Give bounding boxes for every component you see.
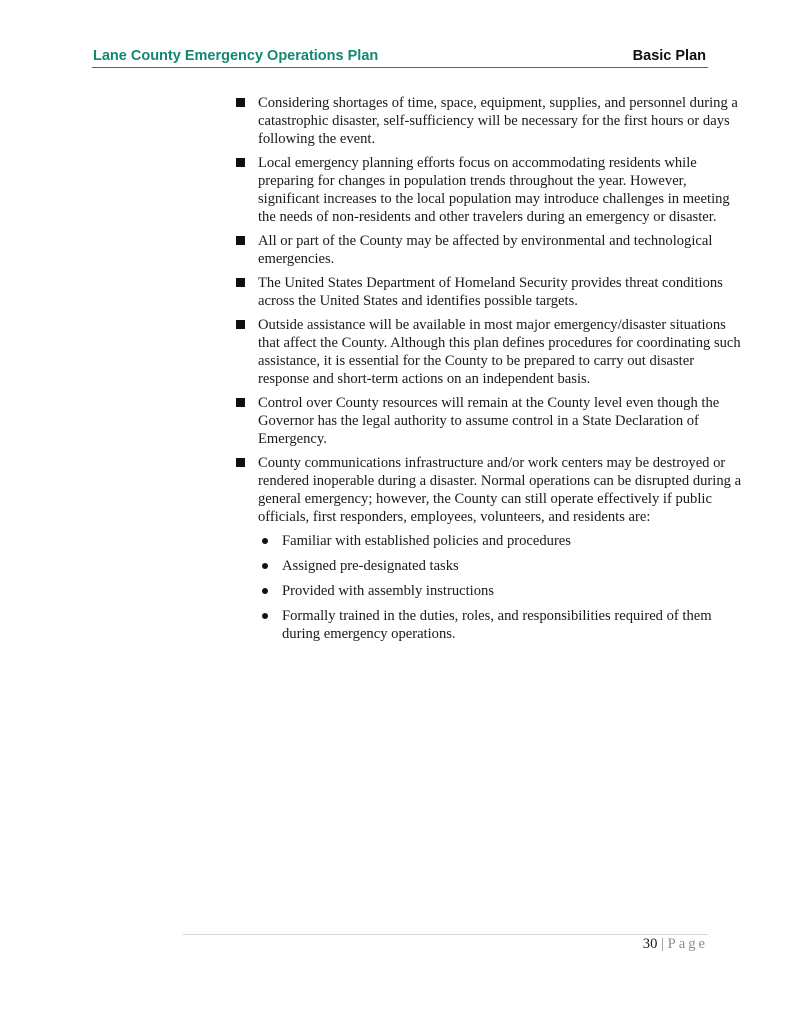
square-bullet-icon — [236, 278, 245, 287]
list-item — [235, 454, 745, 643]
list-item — [235, 232, 745, 268]
sub-list — [258, 532, 745, 643]
square-bullet-icon — [236, 98, 245, 107]
sub-list-item — [258, 607, 745, 643]
list-item — [235, 94, 745, 148]
round-bullet-icon — [262, 563, 268, 569]
list-item — [235, 316, 745, 388]
list-item-text: Outside assistance will be available in most major emergency/disaster situations that affect the County. Although this plan defines procedures for coordinating such assistance, it is essential for the County to be prepared to carry out disaster response and short-term actions on an independent basis. — [258, 317, 741, 387]
sub-list-item-text: Provided with assembly instructions — [282, 583, 495, 599]
sub-list-item — [258, 532, 745, 550]
list-item-text: Control over County resources will remain at the County level even though the Governor has the legal authority to assume control in a State Declaration of Emergency. — [258, 395, 720, 447]
list-item-text: Considering shortages of time, space, equipment, supplies, and personnel during a catastrophic disaster, self-sufficiency will be necessary for the first hours or days following the event. — [258, 95, 738, 147]
document-body — [235, 94, 745, 650]
list-item-text: Local emergency planning efforts focus on accommodating residents while preparing for changes in population trends throughout the year. However, significant increases to the local population may introduce challenges in meeting the needs of non-residents and other travelers during an emergency or disaster. — [258, 155, 730, 225]
square-bullet-icon — [236, 398, 245, 407]
list-item-text: The United States Department of Homeland Security provides threat conditions across the United States and identifies possible targets. — [258, 275, 723, 309]
list-item — [235, 274, 745, 310]
document-title: Lane County Emergency Operations Plan — [93, 48, 379, 64]
square-bullet-icon — [236, 158, 245, 167]
sub-list-item-text: Familiar with established policies and procedures — [282, 533, 571, 549]
page-separator: | — [661, 936, 664, 952]
sub-list-item — [258, 582, 745, 600]
list-item — [235, 394, 745, 448]
sub-list-item-text: Formally trained in the duties, roles, and responsibilities required of them during emergency operations. — [282, 608, 712, 642]
square-bullet-icon — [236, 320, 245, 329]
square-bullet-icon — [236, 458, 245, 467]
page-footer — [643, 936, 708, 953]
list-item-text: County communications infrastructure and/or work centers may be destroyed or rendered inoperable during a disaster. Normal operations can be disrupted during a general emergency; however, the County can still operate effectively if public officials, first responders, employees, volunteers, and residents are: — [258, 455, 742, 525]
sub-list-item — [258, 557, 745, 575]
square-bullet-icon — [236, 236, 245, 245]
assumptions-list — [235, 94, 745, 643]
section-title: Basic Plan — [632, 48, 706, 64]
round-bullet-icon — [262, 613, 268, 619]
footer-divider — [183, 934, 708, 935]
list-item-text: All or part of the County may be affected by environmental and technological emergencies. — [258, 233, 713, 267]
page-number: 30 — [642, 936, 658, 952]
list-item — [235, 154, 745, 226]
round-bullet-icon — [262, 588, 268, 594]
page-header — [92, 47, 708, 68]
sub-list-item-text: Assigned pre-designated tasks — [282, 558, 459, 574]
page-label: Page — [667, 936, 708, 952]
round-bullet-icon — [262, 538, 268, 544]
